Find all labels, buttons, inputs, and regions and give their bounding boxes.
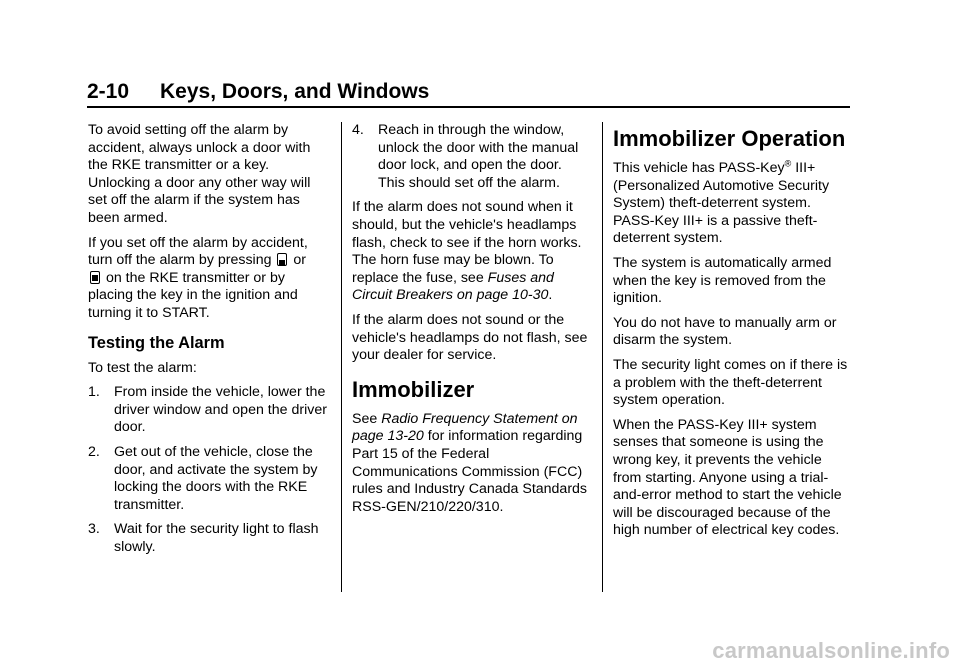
- unlock-icon: [90, 271, 100, 284]
- alarm-avoid-paragraph: To avoid setting off the alarm by accident, always unlock a door with the RKE transmitter or a key. Unlocking a door any other way will set off the alarm if the system has been armed.: [88, 122, 311, 226]
- lock-icon: [277, 253, 287, 266]
- step-text: Wait for the security light to flash slowly.: [114, 521, 319, 555]
- step-number: 3.: [88, 521, 100, 538]
- list-item: [88, 384, 333, 437]
- wrong-key-paragraph: When the PASS-Key III+ system senses that someone is using the wrong key, it prevents the vehicle from starting. Anyone using a trial-and-error method to start the vehicle will be discouraged because of the high number of electrical key codes.: [613, 416, 842, 539]
- horn-fuse-paragraph: If the alarm does not sound when it should, but the vehicle's headlamps flash, check to see if the horn works. The horn fuse may be blown. To replace the fuse, see Fuses and Circuit Breakers on page 10-30.: [352, 199, 582, 304]
- testing-intro: To test the alarm:: [88, 359, 197, 376]
- alarm-turnoff-paragraph: If you set off the alarm by accident, turn off the alarm by pressing or on the RKE transmitter or by placing the key in the ignition and turning it to START.: [88, 234, 308, 321]
- radio-frequency-reference: Radio Frequency Statement on page 13-20: [352, 410, 578, 445]
- list-item: [352, 122, 592, 192]
- immobilizer-operation-heading: Immobilizer Operation: [613, 126, 846, 151]
- column-divider: [602, 122, 603, 592]
- page-header: [87, 78, 850, 108]
- step-text: Reach in through the window, unlock the door with the manual door lock, and open the door. This should set off the alarm.: [378, 122, 579, 191]
- testing-alarm-heading: Testing the Alarm: [88, 333, 225, 352]
- column-divider: [341, 122, 342, 592]
- armed-paragraph: The system is automatically armed when the key is removed from the ignition.: [613, 254, 832, 307]
- column-middle: [352, 122, 592, 523]
- passkey-paragraph: This vehicle has PASS-Key® III+ (Personalized Automotive Security System) theft-deterrent system. PASS-Key III+ is a passive theft-deterrent system.: [613, 158, 830, 247]
- immobilizer-heading: Immobilizer: [352, 376, 475, 402]
- chapter-title: Keys, Doors, and Windows: [160, 80, 430, 103]
- step-number: 2.: [88, 443, 100, 460]
- step-number: 4.: [352, 122, 364, 138]
- manual-arm-paragraph: You do not have to manually arm or disarm the system.: [613, 314, 837, 349]
- watermark: carmanualsonline.info: [712, 638, 950, 663]
- security-light-paragraph: The security light comes on if there is a problem with the theft-deterrent system operation.: [613, 356, 848, 409]
- fuses-reference: Fuses and Circuit Breakers on page 10-30: [352, 269, 554, 304]
- fcc-paragraph: See Radio Frequency Statement on page 13-20 for information regarding Part 15 of the Federal Communications Commission (FCC) rules and Industry Canada Standards RSS-GEN/210/220/310.: [352, 410, 588, 515]
- column-right: [613, 122, 853, 547]
- column-left: [88, 122, 333, 563]
- list-item: [88, 444, 333, 514]
- step-number: 1.: [88, 384, 100, 401]
- step-text: Get out of the vehicle, close the door, and activate the system by locking the doors with the RKE transmitter.: [114, 443, 318, 513]
- registered-mark: ®: [784, 158, 792, 169]
- step-text: From inside the vehicle, lower the driver window and open the driver door.: [114, 384, 327, 436]
- page-number: 2-10: [87, 80, 130, 103]
- dealer-service-paragraph: If the alarm does not sound or the vehicle's headlamps do not flash, see your dealer for service.: [352, 311, 588, 364]
- list-item: [88, 521, 333, 556]
